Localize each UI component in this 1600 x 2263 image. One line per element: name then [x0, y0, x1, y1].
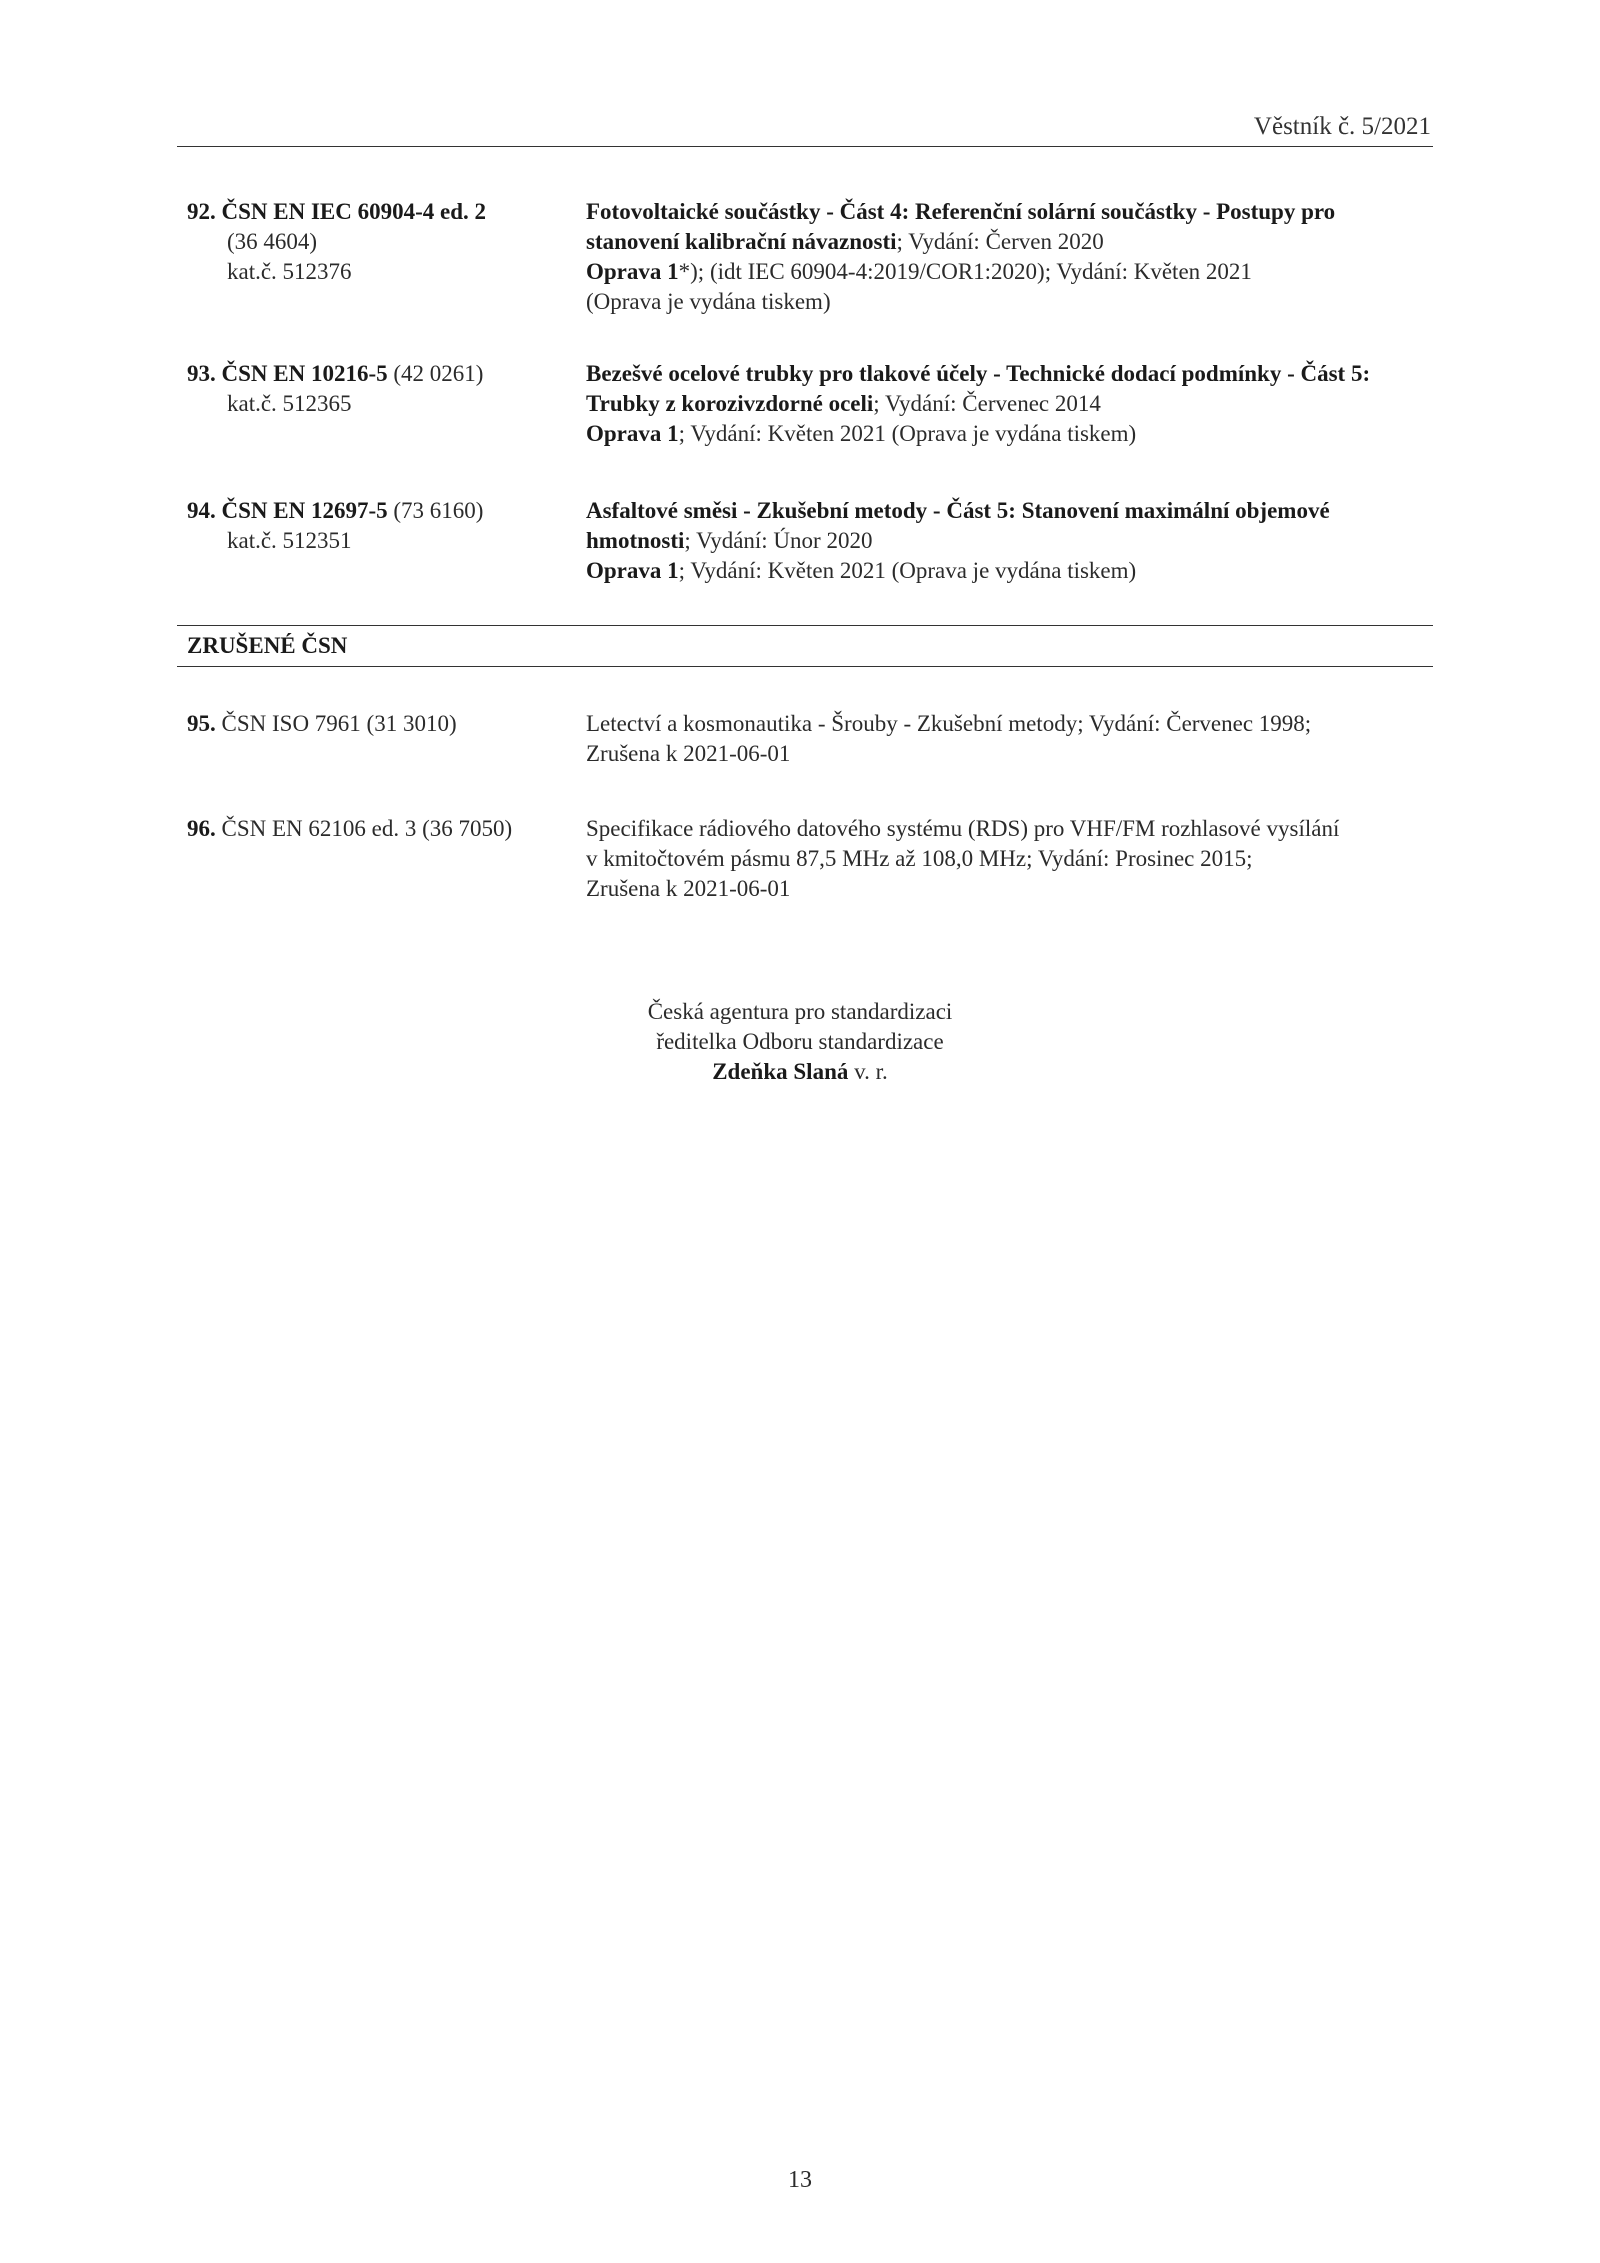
- section-cancelled-standards: [177, 625, 1433, 667]
- entry-number: 96.: [187, 816, 216, 841]
- entry-identifier: [187, 496, 577, 556]
- entry-number: 93.: [187, 361, 216, 386]
- entry-description: [586, 197, 1436, 317]
- entry-description: [586, 359, 1436, 449]
- amendment-label: Oprava 1: [586, 558, 679, 583]
- standard-title-cont: hmotnosti: [586, 528, 685, 553]
- edition-date: ; Vydání: Červenec 2014: [873, 391, 1101, 416]
- edition-date: ; Vydání: Červen 2020: [896, 229, 1104, 254]
- signature-name: Zdeňka Slaná: [712, 1059, 849, 1084]
- standard-code: ČSN EN 12697-5: [221, 498, 388, 523]
- standard-code: ČSN EN IEC 60904-4 ed. 2: [221, 199, 487, 224]
- standard-title-cont: stanovení kalibrační návaznosti: [586, 229, 897, 254]
- cancellation-date: Zrušena k 2021-06-01: [586, 876, 791, 901]
- class-number: (42 0261): [393, 361, 484, 386]
- entry-identifier: [187, 359, 577, 419]
- catalog-number: kat.č. 512351: [227, 528, 352, 553]
- standard-code: ČSN EN 62106 ed. 3 (36 7050): [221, 816, 513, 841]
- entry-number: 92.: [187, 199, 216, 224]
- standard-title-cont: Trubky z korozivzdorné oceli: [586, 391, 874, 416]
- standard-code: ČSN EN 10216-5: [221, 361, 388, 386]
- entry-identifier: [187, 814, 577, 844]
- amendment-note: (Oprava je vydána tiskem): [586, 289, 831, 314]
- signature-role: ředitelka Odboru standardizace: [656, 1029, 944, 1054]
- page-header: [177, 112, 1433, 147]
- signature-suffix: v. r.: [848, 1059, 888, 1084]
- entry-identifier: [187, 709, 577, 739]
- standard-title-cont: v kmitočtovém pásmu 87,5 MHz až 108,0 MHz; Vydání: Prosinec 2015;: [586, 846, 1253, 871]
- standard-title: Specifikace rádiového datového systému (RDS) pro VHF/FM rozhlasové vysílání: [586, 816, 1340, 841]
- class-number: (73 6160): [393, 498, 484, 523]
- standard-title: Asfaltové směsi - Zkušební metody - Část 5: Stanovení maximální objemové: [586, 498, 1330, 523]
- entry-identifier: [187, 197, 577, 287]
- cancellation-date: Zrušena k 2021-06-01: [586, 741, 791, 766]
- page-number: 13: [788, 2167, 812, 2193]
- bulletin-title: Věstník č. 5/2021: [1253, 113, 1431, 140]
- entry-description: [586, 496, 1436, 586]
- amendment-details: *); (idt IEC 60904-4:2019/COR1:2020); Vydání: Květen 2021: [678, 259, 1252, 284]
- entry-description: [586, 814, 1436, 904]
- standard-title: Fotovoltaické součástky - Část 4: Referenční solární součástky - Postupy pro: [586, 199, 1336, 224]
- class-number: (36 4604): [227, 229, 318, 254]
- section-title: ZRUŠENÉ ČSN: [187, 633, 348, 658]
- standard-code: ČSN ISO 7961 (31 3010): [221, 711, 457, 736]
- signature-organization: Česká agentura pro standardizaci: [647, 999, 953, 1024]
- catalog-number: kat.č. 512365: [227, 391, 352, 416]
- amendment-details: ; Vydání: Květen 2021 (Oprava je vydána tiskem): [678, 558, 1137, 583]
- signature-block: [500, 997, 1100, 1087]
- entry-number: 95.: [187, 711, 216, 736]
- entry-description: [586, 709, 1436, 769]
- entry-number: 94.: [187, 498, 216, 523]
- amendment-details: ; Vydání: Květen 2021 (Oprava je vydána tiskem): [678, 421, 1137, 446]
- edition-date: ; Vydání: Únor 2020: [684, 528, 873, 553]
- amendment-label: Oprava 1: [586, 259, 679, 284]
- standard-title: Letectví a kosmonautika - Šrouby - Zkušební metody; Vydání: Červenec 1998;: [586, 711, 1312, 736]
- amendment-label: Oprava 1: [586, 421, 679, 446]
- standard-title: Bezešvé ocelové trubky pro tlakové účely - Technické dodací podmínky - Část 5:: [586, 361, 1371, 386]
- catalog-number: kat.č. 512376: [227, 259, 352, 284]
